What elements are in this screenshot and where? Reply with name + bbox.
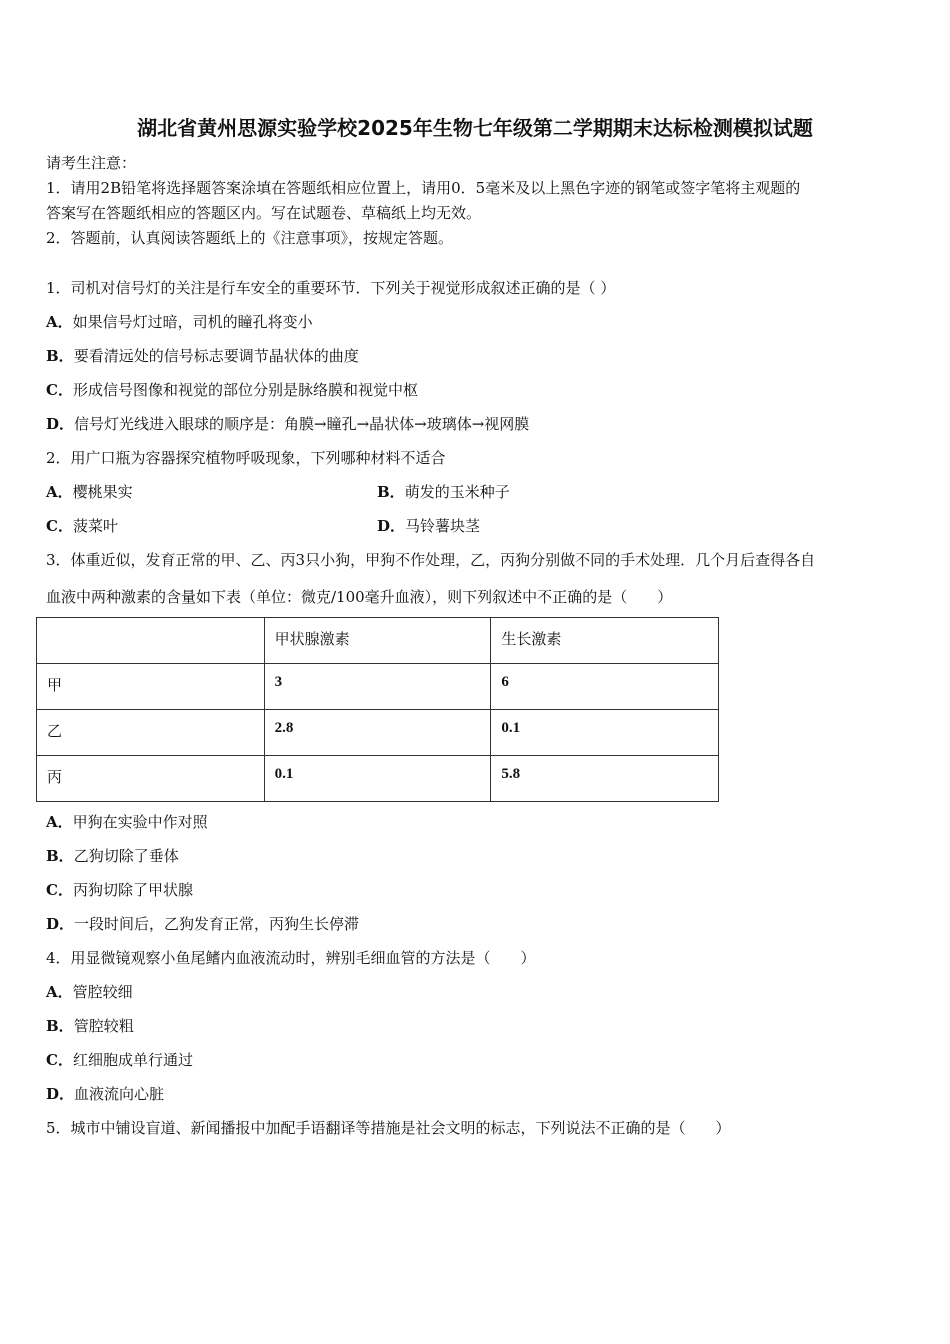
q3-stem-line-1: 3．体重近似，发育正常的甲、乙、丙3只小狗，甲狗不作处理，乙，丙狗分别做不同的手术处理．几个月后查得各自 <box>46 551 816 569</box>
q2-option-c <box>46 515 118 536</box>
q2-option-b <box>377 481 510 502</box>
option-letter: B． <box>46 347 74 365</box>
option-letter: C． <box>46 381 73 399</box>
option-letter: C． <box>46 881 73 899</box>
table-cell: 乙 <box>37 710 265 756</box>
option-letter: D． <box>46 415 75 433</box>
option-text: 血液流向心脏 <box>74 1085 165 1103</box>
q4-option-c <box>46 1049 193 1070</box>
table-cell: 丙 <box>37 756 265 802</box>
q5-stem: 5．城市中铺设盲道、新闻播报中加配手语翻译等措施是社会文明的标志，下列说法不正确的是（ ） <box>46 1119 731 1137</box>
option-letter: C． <box>46 517 73 535</box>
option-text: 信号灯光线进入眼球的顺序是：角膜→瞳孔→晶状体→玻璃体→视网膜 <box>74 415 530 433</box>
option-letter: A． <box>46 813 73 831</box>
table-cell: 0.1 <box>491 710 719 756</box>
table-cell: 甲 <box>37 664 265 710</box>
option-text: 甲狗在实验中作对照 <box>72 813 208 831</box>
table-header-row <box>37 618 719 664</box>
q4-option-b <box>46 1015 134 1036</box>
option-letter: A． <box>46 313 73 331</box>
option-letter: D． <box>377 517 406 535</box>
option-text: 乙狗切除了垂体 <box>73 847 179 865</box>
q3-option-a <box>46 811 208 832</box>
option-letter: C． <box>46 1051 73 1069</box>
q1-stem: 1．司机对信号灯的关注是行车安全的重要环节．下列关于视觉形成叙述正确的是（ ） <box>46 279 616 297</box>
q3-option-d <box>46 913 359 934</box>
option-letter: B． <box>46 1017 74 1035</box>
option-letter: A． <box>46 983 73 1001</box>
option-text: 萌发的玉米种子 <box>404 483 510 501</box>
table-row <box>37 710 719 756</box>
table-cell: 2.8 <box>264 710 491 756</box>
option-letter: B． <box>377 483 405 501</box>
option-text: 形成信号图像和视觉的部位分别是脉络膜和视觉中枢 <box>72 381 418 399</box>
q2-stem: 2．用广口瓶为容器探究植物呼吸现象，下列哪种材料不适合 <box>46 449 446 467</box>
option-text: 管腔较粗 <box>73 1017 134 1035</box>
q1-option-a <box>46 311 313 332</box>
q3-option-c <box>46 879 193 900</box>
option-text: 管腔较细 <box>72 983 133 1001</box>
table-header-cell: 甲状腺激素 <box>264 618 491 664</box>
q3-stem-line-2: 血液中两种激素的含量如下表（单位：微克/100毫升血液），则下列叙述中不正确的是（ ） <box>46 588 673 606</box>
q1-option-d <box>46 413 529 434</box>
notice-heading: 请考生注意： <box>46 154 137 172</box>
option-text: 樱桃果实 <box>72 483 133 501</box>
table-cell: 5.8 <box>491 756 719 802</box>
table-cell: 3 <box>264 664 491 710</box>
q2-option-a <box>46 481 133 502</box>
q4-stem: 4．用显微镜观察小鱼尾鳍内血液流动时，辨别毛细血管的方法是（ ） <box>46 949 536 967</box>
table-cell: 6 <box>491 664 719 710</box>
q1-option-c <box>46 379 418 400</box>
option-text: 一段时间后，乙狗发育正常，丙狗生长停滞 <box>74 915 360 933</box>
q4-option-a <box>46 981 133 1002</box>
q4-option-d <box>46 1083 164 1104</box>
option-text: 丙狗切除了甲状腺 <box>72 881 193 899</box>
table-header-cell <box>37 618 265 664</box>
option-letter: D． <box>46 915 75 933</box>
option-text: 菠菜叶 <box>72 517 118 535</box>
option-text: 马铃薯块茎 <box>405 517 481 535</box>
option-letter: A． <box>46 483 73 501</box>
table-header-cell: 生长激素 <box>491 618 719 664</box>
notice-line-1b: 答案写在答题纸相应的答题区内。写在试题卷、草稿纸上均无效。 <box>46 204 482 222</box>
option-letter: D． <box>46 1085 75 1103</box>
option-text: 要看清远处的信号标志要调节晶状体的曲度 <box>73 347 359 365</box>
option-letter: B． <box>46 847 74 865</box>
notice-line-1a: 1．请用2B铅笔将选择题答案涂填在答题纸相应位置上，请用0．5毫米及以上黑色字迹的钢笔或签字笔将主观题的 <box>46 179 801 197</box>
q1-option-b <box>46 345 359 366</box>
table-row <box>37 756 719 802</box>
option-text: 红细胞成单行通过 <box>72 1051 193 1069</box>
q2-option-d <box>377 515 480 536</box>
page-title: 湖北省黄州思源实验学校2025年生物七年级第二学期期末达标检测模拟试题 <box>137 116 813 140</box>
notice-line-2: 2．答题前，认真阅读答题纸上的《注意事项》，按规定答题。 <box>46 229 454 247</box>
q3-option-b <box>46 845 179 866</box>
table-row <box>37 664 719 710</box>
option-text: 如果信号灯过暗，司机的瞳孔将变小 <box>72 313 313 331</box>
table-cell: 0.1 <box>264 756 491 802</box>
hormone-table <box>36 617 719 802</box>
